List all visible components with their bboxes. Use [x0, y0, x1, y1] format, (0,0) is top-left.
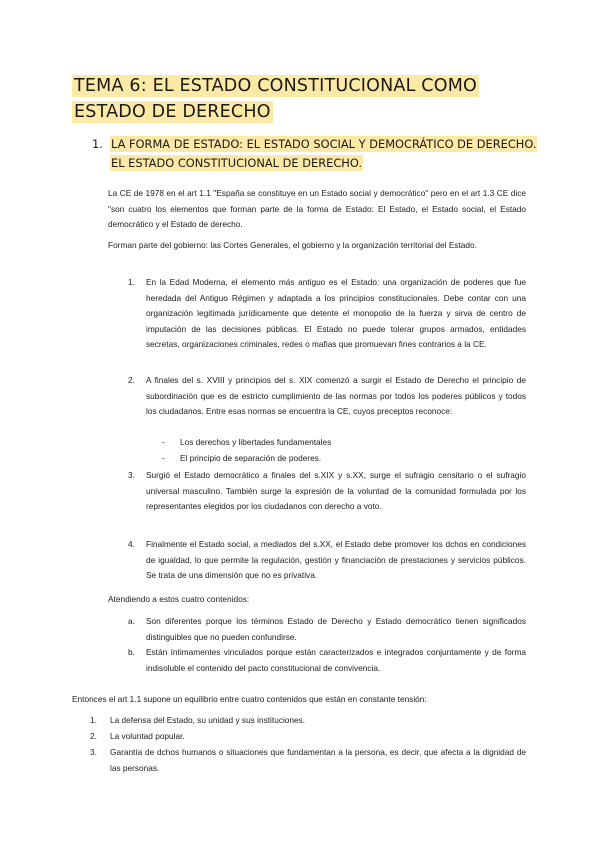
dash-item-1: [162, 435, 522, 451]
paragraph-intro: La CE de 1978 en el art 1.1 "España se constituye en un Estado social y democrático" pero en el art 1.3 CE dice "son cuatro los elementos que forman parte de la forma de Estado: El Estado, el Estado social, el Estado democrático y el Estado de derecho.: [108, 188, 526, 230]
list-item-number: 1.: [128, 277, 135, 287]
dash-item-text: Los derechos y libertades fundamentales: [180, 437, 332, 447]
list-item-number: 1.: [90, 715, 97, 725]
section-heading: [92, 135, 542, 173]
final-item-1: [90, 713, 526, 729]
dash-item-text: El principio de separación de poderes.: [180, 453, 322, 463]
list-item-1: [128, 275, 526, 353]
dash-marker: -: [162, 437, 165, 447]
list-item-letter: b.: [128, 647, 135, 657]
list-item-text: La voluntad popular.: [110, 731, 185, 741]
list-item-number: 2.: [90, 731, 97, 741]
paragraph-entonces: Entonces el art 1.1 supone un equilibrio entre cuatro contenidos que están en constante tensión:: [72, 694, 427, 704]
list-item-text: Garantía de dchos humanos o situaciones que fundamentan a la persona, es decir, que afecta a la dignidad de las personas.: [110, 747, 526, 773]
section-heading-text: LA FORMA DE ESTADO: EL ESTADO SOCIAL Y DEMOCRÁTICO DE DERECHO. EL ESTADO CONSTITUCIONAL DE DERECHO.: [111, 137, 537, 170]
list-item-number: 2.: [128, 375, 135, 385]
list-item-text: La defensa del Estado, su unidad y sus instituciones.: [110, 715, 306, 725]
final-item-2: [90, 729, 526, 745]
section-number: 1.: [92, 137, 103, 151]
list-item-text: Finalmente el Estado social, a mediados del s.XX, el Estado debe promover los dchos en condiciones de igualdad, lo que permite la regulación, gestión y financiación de prestaciones y servicios públicos. Se trata de una dimensión que no es privativa.: [146, 539, 526, 581]
title-highlight: TEMA 6: EL ESTADO CONSTITUCIONAL COMO ESTADO DE DERECHO: [74, 76, 477, 122]
list-item-3: [128, 468, 526, 515]
list-item-number: 4.: [128, 539, 135, 549]
paragraph-gobierno: Forman parte del gobierno: las Cortes Generales, el gobierno y la organización territorial del Estado.: [108, 240, 477, 250]
list-item-text: A finales del s. XVIII y principios del s. XIX comenzó a surgir el Estado de Derecho el principio de subordinación que es de estricto cumplimiento de las normas por todos los poderes públicos y todos los ciudadanos. Entre esas normas se encuentra la CE, cuyos preceptos reconoce:: [146, 375, 526, 417]
list-item-text: En la Edad Moderna, el elemento más antiguo es el Estado: una organización de poderes que fue heredada del Antiguo Régimen y adaptada a los principios constitucionales. Debe contar con una organización legitimada jurídicamente que detente el monopolio de la fuerza y sirva de centro de imputación de las decisiones públicas. El Estado no puede tolerar grupos armados, entidades secretas, organizaciones criminales, redes o mafias que promuevan fines contrarios a la CE.: [146, 277, 526, 350]
lettered-item-b: [128, 645, 526, 676]
dash-marker: -: [162, 453, 165, 463]
dash-item-2: [162, 451, 522, 467]
page-title: [72, 73, 542, 125]
list-item-text: Están íntimamentes vinculados porque están caracterizados e integrados conjuntamente y de forma indisoluble el contenido del pacto constitucional de convivencia.: [146, 647, 526, 673]
list-item-text: Surgió el Estado democrático a finales del s.XIX y s.XX, surge el sufragio censitario o el sufragio universal masculino. También surge la expresión de la voluntad de la comunidad formulada por los representantes elegidos por los ciudadanos con derecho a voto.: [146, 470, 526, 512]
paragraph-atendiendo: Atendiendo a estos cuatro contenidos:: [108, 594, 250, 604]
list-item-number: 3.: [90, 747, 97, 757]
final-item-3: [90, 745, 526, 776]
list-item-2: [128, 373, 526, 420]
list-item-4: [128, 537, 526, 584]
list-item-letter: a.: [128, 616, 135, 626]
list-item-text: Son diferentes porque los términos Estado de Derecho y Estado democrático tienen significados distinguibles que no pueden confundirse.: [146, 616, 526, 642]
lettered-item-a: [128, 614, 526, 645]
list-item-number: 3.: [128, 470, 135, 480]
